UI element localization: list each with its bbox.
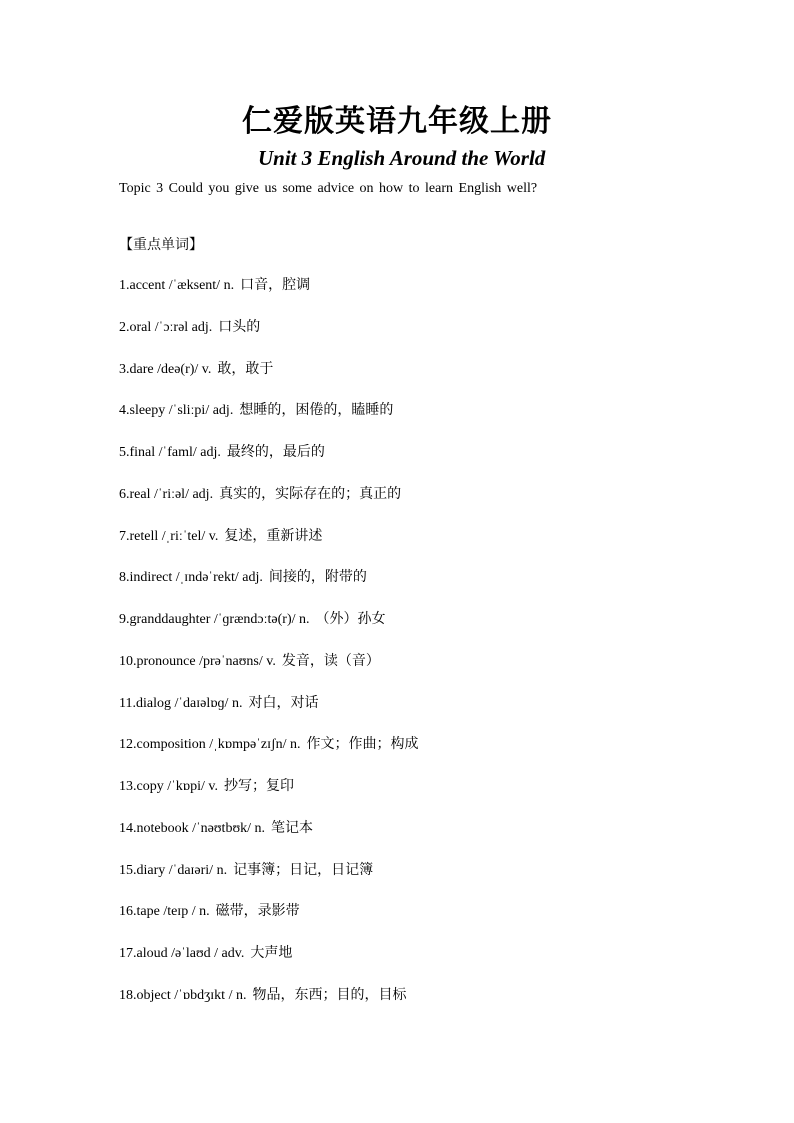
vocabulary-item	[119, 777, 419, 819]
word-meaning: 笔记本	[271, 819, 314, 836]
word-meaning: 作文；作曲；构成	[306, 736, 419, 753]
document-title: 仁爱版英语九年级上册	[242, 104, 552, 139]
word-meaning: 大声地	[250, 945, 293, 961]
vocabulary-item	[119, 652, 419, 694]
word-meaning: 复述，重新讲述	[224, 527, 323, 544]
word-entry: 1.accent /ˈæksent/ n.	[119, 278, 235, 293]
word-meaning: 敢，敢于	[217, 360, 274, 377]
word-entry: 7.retell /ˌriːˈtel/ v.	[119, 528, 219, 544]
word-meaning: 对白，对话	[248, 694, 319, 711]
word-entry: 5.final /ˈfaml/ adj.	[119, 445, 221, 460]
word-entry: 16.tape /teɪp / n.	[119, 904, 210, 920]
vocabulary-item	[119, 527, 419, 569]
word-meaning: （外）孙女	[315, 611, 386, 627]
word-entry: 10.pronounce /prəˈnaʊns/ v.	[119, 653, 276, 669]
word-entry: 15.diary /ˈdaɪəri/ n.	[119, 862, 228, 878]
vocabulary-item	[119, 401, 419, 443]
word-meaning: 真实的，实际存在的；真正的	[219, 485, 402, 502]
vocabulary-item	[119, 443, 419, 485]
word-entry: 14.notebook /ˈnəʊtbʊk/ n.	[119, 820, 266, 836]
word-entry: 9.granddaughter /ˈɡrændɔːtə(r)/ n.	[119, 612, 310, 627]
topic-line: Topic 3 Could you give us some advice on how to learn English well?	[119, 181, 538, 196]
vocabulary-list	[119, 276, 419, 1028]
word-meaning: 间接的，附带的	[268, 569, 367, 586]
unit-subtitle: Unit 3 English Around the World	[258, 146, 546, 170]
vocabulary-item	[119, 902, 419, 944]
word-entry: 6.real /ˈriːəl/ adj.	[119, 486, 214, 502]
section-heading: 【重点单词】	[119, 237, 203, 253]
vocabulary-item	[119, 485, 419, 527]
word-entry: 17.aloud /əˈlaʊd / adv.	[119, 946, 245, 961]
vocabulary-item	[119, 318, 419, 360]
word-entry: 2.oral /ˈɔːrəl adj.	[119, 319, 213, 335]
vocabulary-item	[119, 735, 419, 777]
word-meaning: 想睡的，困倦的，瞌睡的	[239, 402, 394, 419]
word-entry: 12.composition /ˌkɒmpəˈzɪʃn/ n.	[119, 737, 301, 753]
vocabulary-item	[119, 819, 419, 861]
word-meaning: 物品，东西；目的，目标	[252, 986, 407, 1003]
word-entry: 11.dialog /ˈdaɪəlɒɡ/ n.	[119, 695, 243, 711]
word-meaning: 记事簿；日记，日记簿	[233, 861, 374, 878]
vocabulary-item	[119, 360, 419, 402]
vocabulary-item	[119, 568, 419, 610]
vocabulary-item	[119, 694, 419, 736]
word-meaning: 最终的，最后的	[226, 444, 325, 460]
word-entry: 18.object /ˈɒbdʒɪkt / n.	[119, 987, 247, 1003]
word-entry: 8.indirect /ˌɪndəˈrekt/ adj.	[119, 570, 263, 586]
word-meaning: 磁带，录影带	[215, 903, 300, 920]
word-entry: 3.dare /deə(r)/ v.	[119, 361, 212, 377]
vocabulary-item	[119, 610, 419, 652]
vocabulary-item	[119, 986, 419, 1028]
word-meaning: 发音，读（音）	[281, 652, 380, 669]
word-meaning: 口头的	[218, 318, 261, 335]
vocabulary-item	[119, 276, 419, 318]
word-meaning: 口音，腔调	[240, 277, 311, 293]
vocabulary-item	[119, 861, 419, 903]
word-meaning: 抄写；复印	[223, 778, 294, 794]
vocabulary-item	[119, 944, 419, 986]
word-entry: 13.copy /ˈkɒpi/ v.	[119, 779, 218, 794]
word-entry: 4.sleepy /ˈsliːpi/ adj.	[119, 403, 234, 419]
